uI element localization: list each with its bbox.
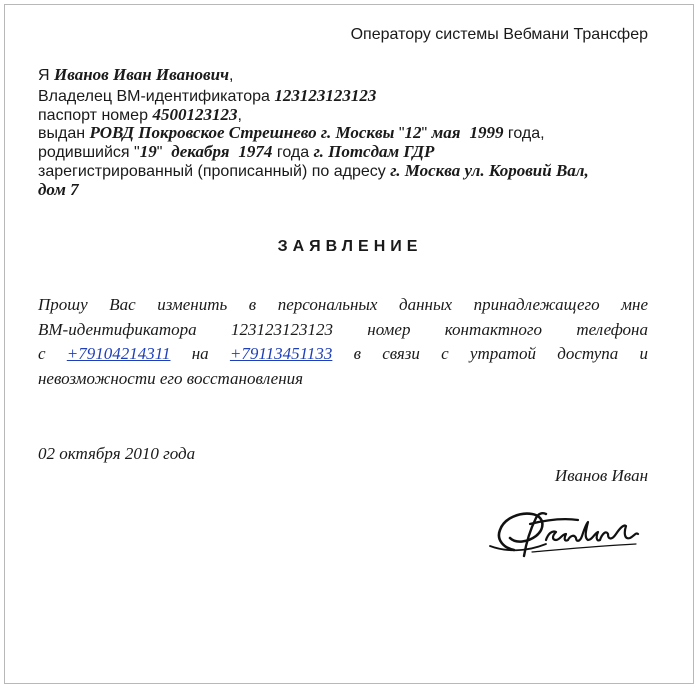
document-title: ЗАЯВЛЕНИЕ — [277, 238, 423, 255]
issued-by: РОВД Покровское Стрешнево г. Москвы — [89, 123, 395, 142]
signature-image — [486, 500, 648, 566]
address-house: дом 7 — [38, 180, 79, 199]
document-date: 02 октября 2010 года — [38, 444, 196, 463]
issued-line: выдан РОВД Покровское Стрешнево г. Москвы "12" мая 1999 года, — [38, 123, 545, 142]
issue-year: 1999 — [469, 123, 504, 142]
passport-number: 4500123123 — [152, 105, 238, 124]
wmid-line: Владелец ВМ-идентификатора 123123123123 — [38, 86, 377, 105]
statement-line-2: ВМ-идентификатора 123123123123 номер контактного телефона — [38, 319, 648, 339]
passport-line: паспорт номер 4500123123, — [38, 105, 242, 124]
birth-year: 1974 — [238, 142, 273, 161]
birth-day: 19 — [139, 142, 157, 161]
birth-month: декабря — [171, 142, 230, 161]
old-phone-link[interactable]: +79104214311 — [66, 344, 171, 363]
address-line: зарегистрированный (прописанный) по адресу г. Москва ул. Коровий Вал, — [38, 161, 589, 180]
birth-line: родившийся "19" декабря 1974 года г. Потсдам ГДР — [38, 142, 435, 161]
signer-name: Иванов Иван — [554, 466, 648, 485]
applicant-name: Иванов Иван Иванович — [54, 65, 230, 84]
birth-place: г. Потсдам ГДР — [313, 142, 435, 161]
statement-line-1: Прошу Вас изменить в персональных данных принадлежащего мне — [38, 295, 648, 314]
applicant-name-line: Я Иванов Иван Иванович, — [38, 65, 234, 84]
address-value: г. Москва ул. Коровий Вал, — [390, 161, 589, 180]
recipient-line: Оператору системы Вебмани Трансфер — [350, 26, 648, 43]
statement-line-4: невозможности его восстановления — [38, 368, 304, 388]
issue-day: 12 — [404, 123, 422, 142]
statement-body — [38, 293, 648, 391]
statement-line-3: с +79104214311 на +79113451133 в связи с утратой доступа и — [38, 344, 649, 363]
wmid-value: 123123123123 — [274, 86, 377, 105]
address-line-2 — [38, 181, 79, 200]
issue-month: мая — [431, 123, 461, 142]
new-phone-link[interactable]: +79113451133 — [229, 344, 333, 363]
